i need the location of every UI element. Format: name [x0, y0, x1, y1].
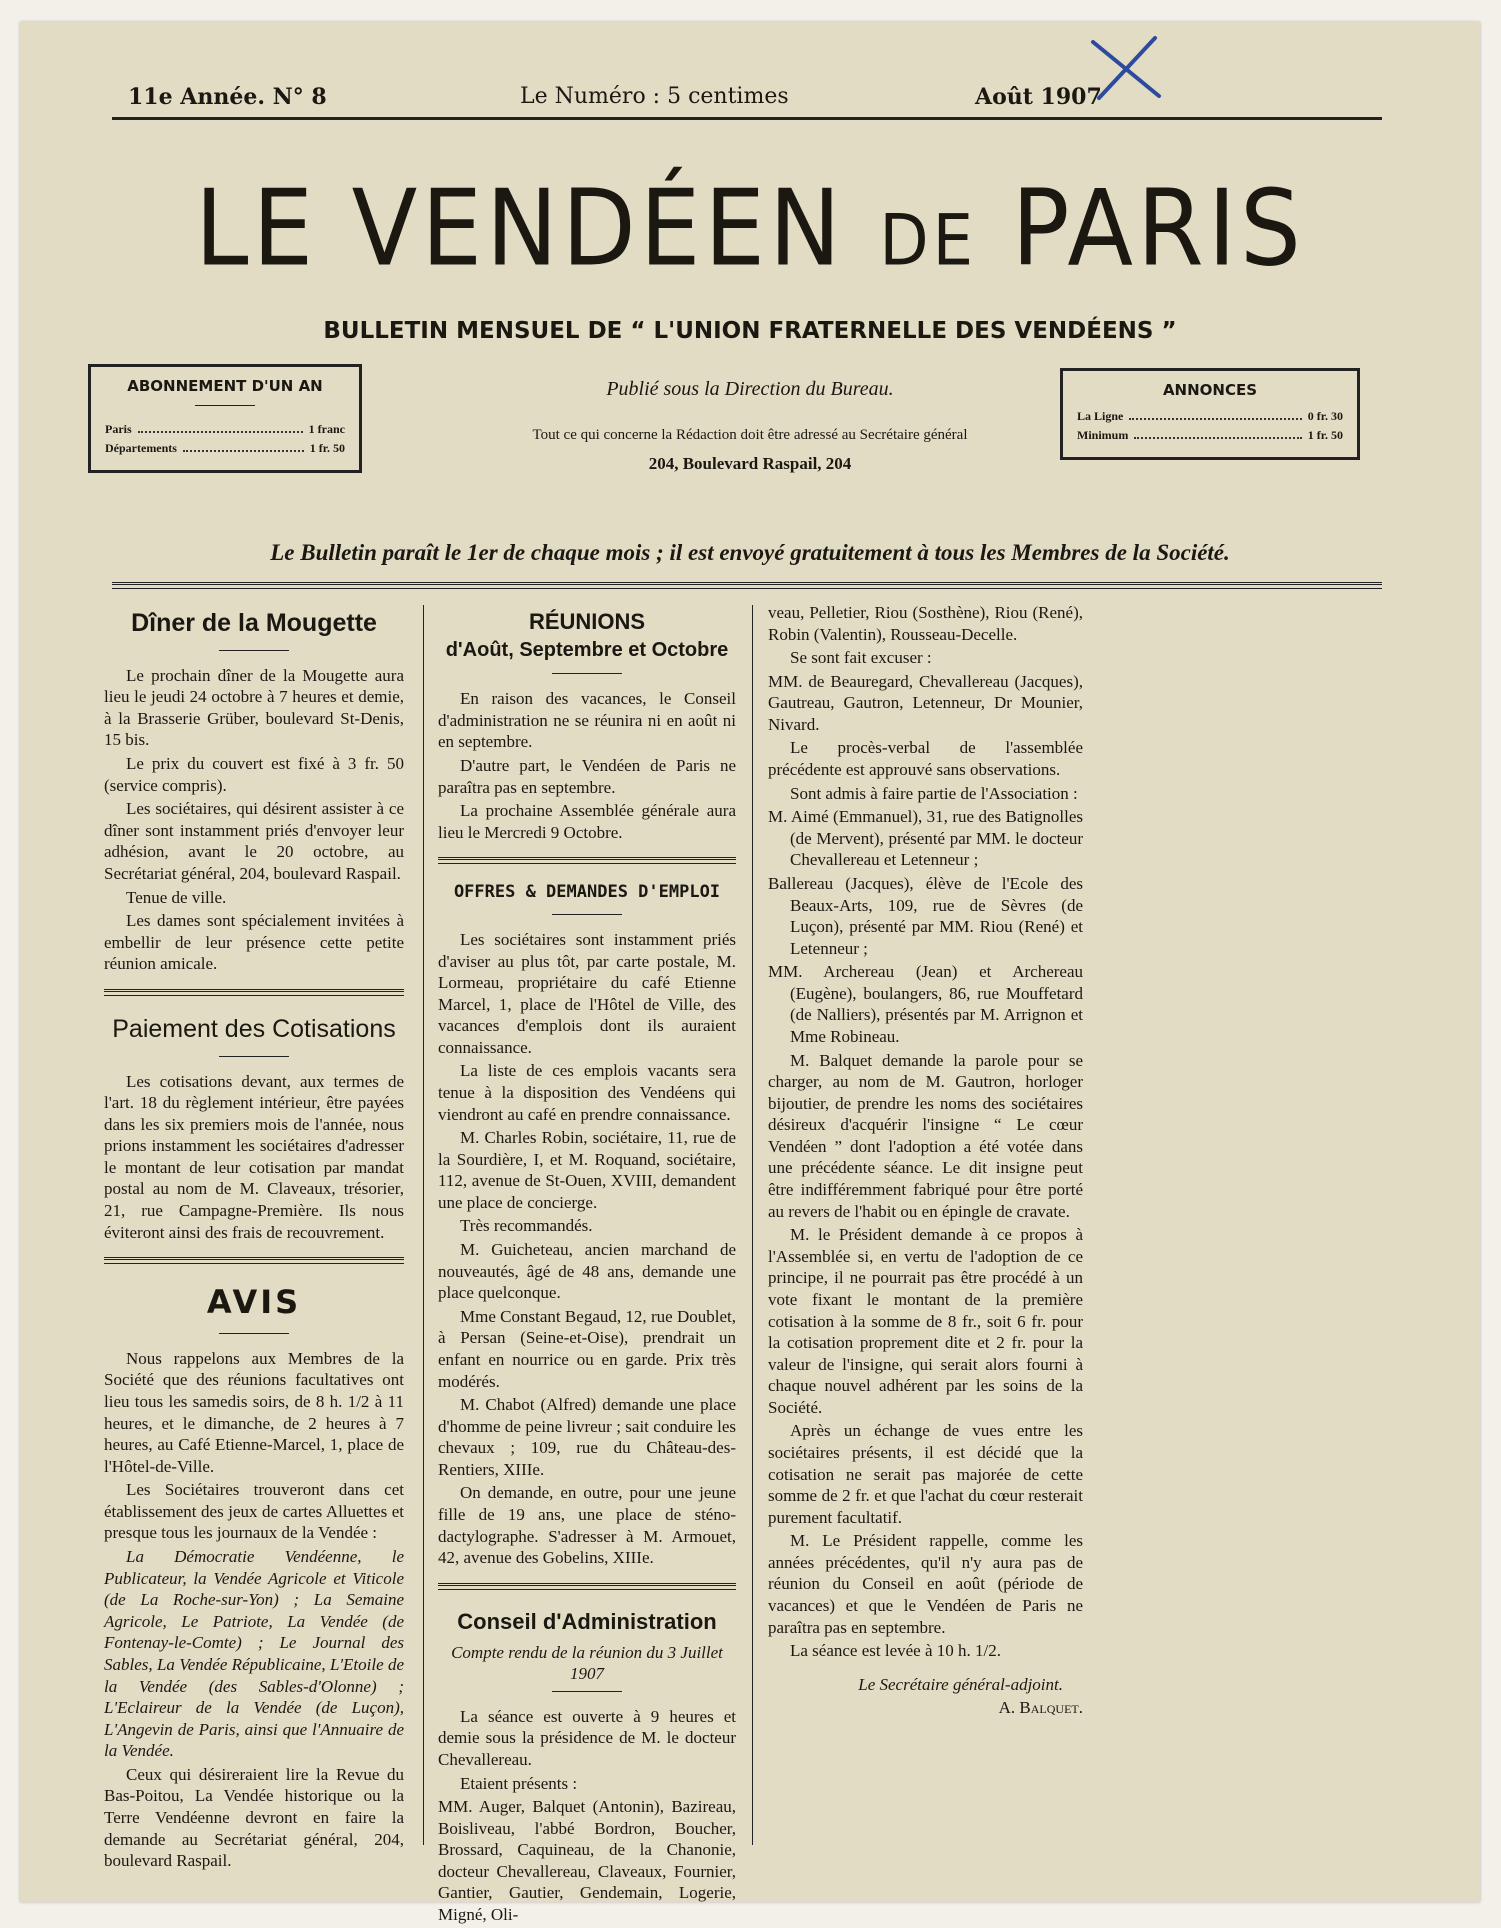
- offres-para: Très recommandés.: [460, 1216, 593, 1236]
- column-divider-2: [752, 605, 753, 1845]
- proces-verbal-para: Sont admis à faire partie de l'Association :: [790, 783, 1078, 803]
- column-3: [768, 602, 1083, 1721]
- masthead-title: LE VENDÉEN DE PARIS: [195, 166, 1305, 290]
- proces-verbal-para: M. Balquet demande la parole pour se charger, au nom de M. Gautron, horloger bijoutier, de prendre les noms des sociétaires désireux d'acquérir l'insigne “ Le cœur Vendéen ” dont l'adoption a été votée dans une précédente séance. Le dit insigne peut être indifféremment fabriqué pour être porté au revers de l'habit ou en épingle de cravate.: [768, 1050, 1083, 1221]
- header-double-rule: [112, 582, 1382, 589]
- reunions-para: En raison des vacances, le Conseil d'administration ne se réunira ni en août ni en septembre.: [438, 689, 736, 752]
- avis-para: La Démocratie Vendéenne, le Publicateur, la Vendée Agricole et Viticole (de La Roche-sur-Yon) ; La Semaine Agricole, Le Patriote, La Vendée (de Fontenay-le-Comte) ; Le Journal des Sables, La Vendée Républicaine, L'Etoile de la Vendée (des Sables-d'Olonne) ; L'Eclaireur de la Vendée (de Luçon), L'Angevin de Paris, ainsi que l'Annuaire de la Vendée.: [104, 1547, 404, 1761]
- conseil-subtitle: Compte rendu de la réunion du 3 Juillet 1907: [451, 1642, 723, 1684]
- published-line: Publié sous la Direction du Bureau.: [606, 378, 894, 400]
- avis-title: AVIS: [206, 1283, 302, 1322]
- advertising-row-minimum: Minimum 1 fr. 50: [1077, 428, 1343, 442]
- diner-title: Dîner de la Mougette: [131, 609, 377, 637]
- avis-para: Nous rappelons aux Membres de la Société que des réunions facultatives ont lieu tous les samedis soirs, de 8 h. 1/2 à 11 heures, et le dimanche, de 2 heures à 7 heures, au Café Etienne-Marcel, 1, place de l'Hôtel-de-Ville.: [104, 1348, 404, 1476]
- top-rule: [112, 117, 1382, 120]
- advertising-box: [1060, 368, 1360, 460]
- diner-para: Les sociétaires, qui désirent assister à ce dîner sont instamment priés d'envoyer leur adhésion, avant le 20 octobre, au Secrétariat général, 204, boulevard Raspail.: [104, 799, 404, 883]
- column-divider-1: [423, 605, 424, 1845]
- diner-para: Le prochain dîner de la Mougette aura lieu le jeudi 24 octobre à 7 heures et demie, à la Brasserie Grüber, boulevard St-Denis, 15 bis.: [104, 665, 404, 750]
- reunions-title: RÉUNIONS: [528, 609, 646, 634]
- conseil-para: MM. Auger, Balquet (Antonin), Bazireau, Boisliveau, l'abbé Bordron, Boucher, Brossard, Caquineau, de la Chanonie, docteur Chevallereau, Claveaux, Fournier, Gantier, Gautier, Gendemain, Logerie, Migné, Oli-: [438, 1797, 736, 1925]
- issue-price: Le Numéro : 5 centimes: [520, 84, 789, 109]
- proces-verbal-para: Se sont fait excuser :: [790, 648, 932, 668]
- proces-verbal-para: M. le Président demande à ce propos à l'Assemblée si, en vertu de l'adoption de ce principe, il ne pourrait pas être procédé à un vote fixant le montant de la première cotisation à la somme de 8 fr., soit 6 fr. pour la cotisation proprement dite et 2 fr. pour la valeur de l'insigne, qui serait alors fourni à chaque nouvel adhérent par les soins de la Société.: [768, 1225, 1083, 1417]
- offres-para: M. Charles Robin, sociétaire, 11, rue de la Sourdière, I, et M. Roquand, sociétaire, 112, avenue de St-Ouen, XVIII, demandent une place de concierge.: [438, 1128, 736, 1212]
- conseil-para: La séance est ouverte à 9 heures et demie sous la présidence de M. le docteur Chevallereau.: [438, 1706, 736, 1769]
- offres-para: Les sociétaires sont instamment priés d'aviser au plus tôt, par carte postale, M. Lormeau, propriétaire du café Etienne Marcel, 1, place de l'Hôtel de Ville, des vacances d'emplois dont ils auraient connaissance.: [438, 929, 736, 1057]
- reunions-subtitle: d'Août, Septembre et Octobre: [445, 638, 729, 661]
- subscription-title: ABONNEMENT D'UN AN: [127, 377, 323, 395]
- proces-verbal-para: La séance est levée à 10 h. 1/2.: [790, 1641, 1001, 1661]
- reunions-para: D'autre part, le Vendéen de Paris ne paraîtra pas en septembre.: [438, 756, 736, 797]
- offres-para: On demande, en outre, pour une jeune fille de 19 ans, une place de sténo-dactylographe. S'adresser à M. Armouet, 42, avenue des Gobelins, XIIIe.: [438, 1483, 736, 1568]
- subscription-row-paris: Paris 1 franc: [105, 422, 345, 436]
- diner-para: Les dames sont spécialement invitées à embellir de leur présence cette petite réunion amicale.: [104, 911, 404, 974]
- proces-verbal-para: Ballereau (Jacques), élève de l'Ecole des Beaux-Arts, 109, rue de Sèvres (de Luçon), présenté par MM. Riou (René) et Letenneur ;: [768, 873, 1083, 958]
- offres-title: OFFRES & DEMANDES D'EMPLOI: [453, 882, 721, 903]
- publication-tagline: Le Bulletin paraît le 1er de chaque mois ; il est envoyé gratuitement à tous les Membres de la Société.: [270, 540, 1230, 565]
- offres-para: Mme Constant Begaud, 12, rue Doublet, à Persan (Seine-et-Oise), prendrait un enfant en nourrice ou en garde. Prix très modérés.: [438, 1306, 736, 1391]
- advertising-row-ligne: La Ligne 0 fr. 30: [1077, 409, 1343, 423]
- proces-verbal-para: M. Aimé (Emmanuel), 31, rue des Batignolles (de Mervent), présenté par MM. le docteur Chevallereau et Letenneur ;: [768, 807, 1083, 870]
- reunions-para: La prochaine Assemblée générale aura lieu le Mercredi 9 Octobre.: [438, 801, 736, 842]
- conseil-para: Etaient présents :: [460, 1773, 578, 1793]
- column-1: [104, 602, 404, 1874]
- proces-verbal-para: MM. de Beauregard, Chevallereau (Jacques), Gautreau, Gautron, Letenneur, Dr Mounier, Nivard.: [768, 671, 1083, 734]
- conseil-title: Conseil d'Administration: [457, 1608, 717, 1634]
- issue-number: 11e Année. N° 8: [128, 84, 327, 110]
- proces-verbal-para: Après un échange de vues entre les sociétaires présents, il est décidé que la cotisation ne serait pas majorée de cette somme de 2 fr. et que l'achat du cœur resterait purement facultatif.: [768, 1421, 1083, 1527]
- offres-para: M. Chabot (Alfred) demande une place d'homme de peine livreur ; sait conduire les chevaux ; 109, rue du Château-des-Rentiers, XIIIe.: [438, 1395, 736, 1479]
- offres-para: La liste de ces emplois vacants sera tenue à la disposition des Vendéens qui viendront au café en prendre connaissance.: [438, 1061, 736, 1124]
- bulletin-subtitle: BULLETIN MENSUEL DE “ L'UNION FRATERNELLE DES VENDÉENS ”: [323, 318, 1177, 344]
- editorial-info: [470, 378, 1030, 474]
- newspaper-page: [20, 22, 1480, 1925]
- diner-para: Tenue de ville.: [126, 887, 227, 907]
- proces-verbal-para: MM. Archereau (Jean) et Archereau (Eugène), boulangers, 86, rue Mouffetard (de Nalliers), présentés par M. Arrignon et Mme Robineau.: [768, 962, 1083, 1046]
- issue-date: Août 1907: [975, 84, 1102, 110]
- redaction-line: Tout ce qui concerne la Rédaction doit être adressé au Secrétaire général: [532, 427, 968, 443]
- paiement-para: Les cotisations devant, aux termes de l'art. 18 du règlement intérieur, être payées dans les six premiers mois de l'année, nous prions instamment les sociétaires d'adresser le montant de leur cotisation par mandat postal au nom de M. Claveaux, trésorier, 21, rue Campagne-Première. Ils nous éviteront ainsi des frais de recouvrement.: [104, 1071, 404, 1242]
- proces-verbal-para: Le procès-verbal de l'assemblée précédente est approuvé sans observations.: [768, 738, 1083, 780]
- proces-verbal-para: M. Le Président rappelle, comme les années précédentes, qu'il n'y aura pas de réunion du Conseil en août (période de vacances) et que le Vendéen de Paris ne paraîtra pas en septembre.: [768, 1531, 1083, 1637]
- proces-verbal-para: veau, Pelletier, Riou (Sosthène), Riou (René), Robin (Valentin), Rousseau-Decelle.: [768, 603, 1083, 644]
- diner-para: Le prix du couvert est fixé à 3 fr. 50 (service compris).: [104, 754, 404, 795]
- advertising-title: ANNONCES: [1162, 381, 1258, 399]
- subscription-row-departements: Départements 1 fr. 50: [105, 441, 345, 455]
- offres-para: M. Guicheteau, ancien marchand de nouveautés, âgé de 48 ans, demande une place quelconque.: [438, 1240, 736, 1303]
- signature-name: A. Balquet.: [998, 1698, 1083, 1718]
- address-line: 204, Boulevard Raspail, 204: [648, 454, 852, 473]
- subscription-box: [88, 364, 362, 473]
- signature-title: Le Secrétaire général-adjoint.: [858, 1674, 1063, 1694]
- avis-para: Les Sociétaires trouveront dans cet établissement des jeux de cartes Alluettes et presque tous les journaux de la Vendée :: [104, 1480, 404, 1543]
- column-2: [438, 602, 736, 1928]
- paiement-title: Paiement des Cotisations: [112, 1014, 396, 1043]
- avis-para: Ceux qui désireraient lire la Revue du Bas-Poitou, La Vendée historique ou la Terre Vendéenne devront en faire la demande au Secrétariat général, 204, boulevard Raspail.: [104, 1764, 404, 1871]
